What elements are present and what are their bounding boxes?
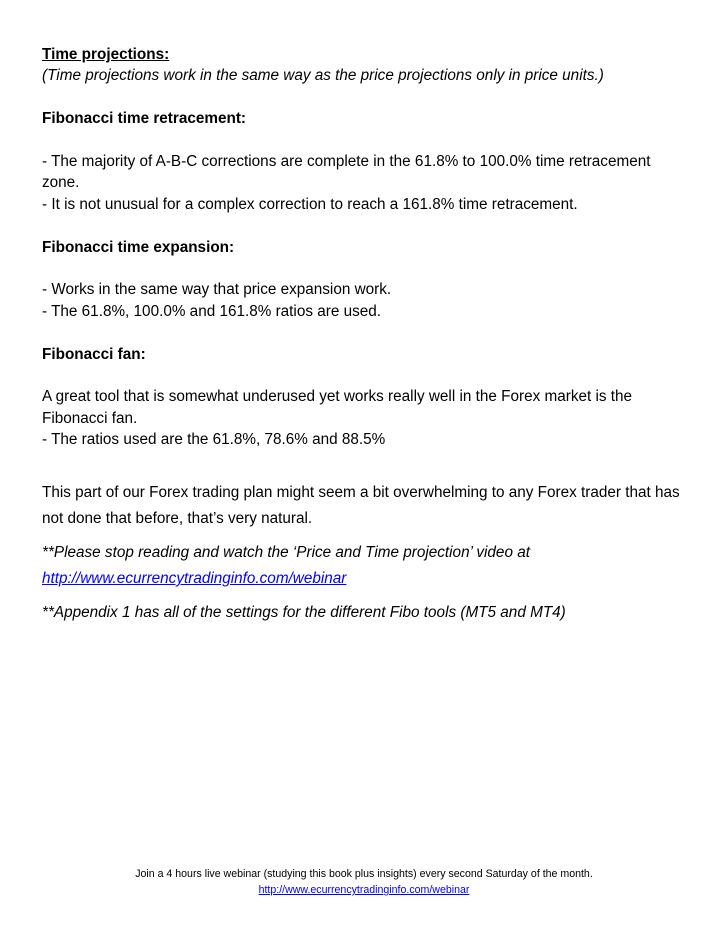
spacer <box>42 472 692 480</box>
spacer <box>42 215 692 236</box>
fan-line-1: A great tool that is somewhat underused yet works really well in the Forex market is the Fibonacci fan. <box>42 388 633 427</box>
spacer <box>42 258 692 279</box>
document-body <box>42 44 692 626</box>
spacer <box>42 592 692 600</box>
closing-paragraph: This part of our Forex trading plan might seem a bit overwhelming to any Forex trader that has not done that before, that’s very natural. <box>42 484 680 528</box>
video-note-text: **Please stop reading and watch the ‘Price and Time projection’ video at <box>42 544 530 562</box>
time-retracement-line-1: - The majority of A-B-C corrections are complete in the 61.8% to 100.0% time retracement zone. <box>42 153 651 192</box>
time-projections-heading: Time projections: <box>42 46 170 63</box>
time-retracement-heading: Fibonacci time retracement: <box>42 110 247 128</box>
spacer <box>42 130 692 151</box>
appendix-note: **Appendix 1 has all of the settings for the different Fibo tools (MT5 and MT4) <box>42 604 566 622</box>
video-note <box>42 540 692 592</box>
fan-heading: Fibonacci fan: <box>42 345 146 363</box>
time-expansion-line-1: - Works in the same way that price expansion work. <box>42 281 392 299</box>
time-expansion-line-2: - The 61.8%, 100.0% and 161.8% ratios are used. <box>42 302 382 320</box>
fan-line-2: - The ratios used are the 61.8%, 78.6% and 88.5% <box>42 431 386 449</box>
spacer <box>42 451 692 472</box>
spacer <box>42 365 692 386</box>
footer-webinar-link[interactable]: http://www.ecurrencytradinginfo.com/webinar <box>258 884 470 896</box>
spacer <box>42 87 692 108</box>
footer-text: Join a 4 hours live webinar (studying this book plus insights) every second Saturday of the month. <box>135 868 593 880</box>
page-footer <box>0 866 728 898</box>
time-expansion-heading: Fibonacci time expansion: <box>42 238 235 256</box>
webinar-link[interactable]: http://www.ecurrencytradinginfo.com/webinar <box>42 570 347 588</box>
spacer <box>42 322 692 343</box>
spacer <box>42 532 692 540</box>
time-projections-note: (Time projections work in the same way as the price projections only in price units.) <box>42 67 604 85</box>
time-retracement-line-2: - It is not unusual for a complex correction to reach a 161.8% time retracement. <box>42 195 578 213</box>
